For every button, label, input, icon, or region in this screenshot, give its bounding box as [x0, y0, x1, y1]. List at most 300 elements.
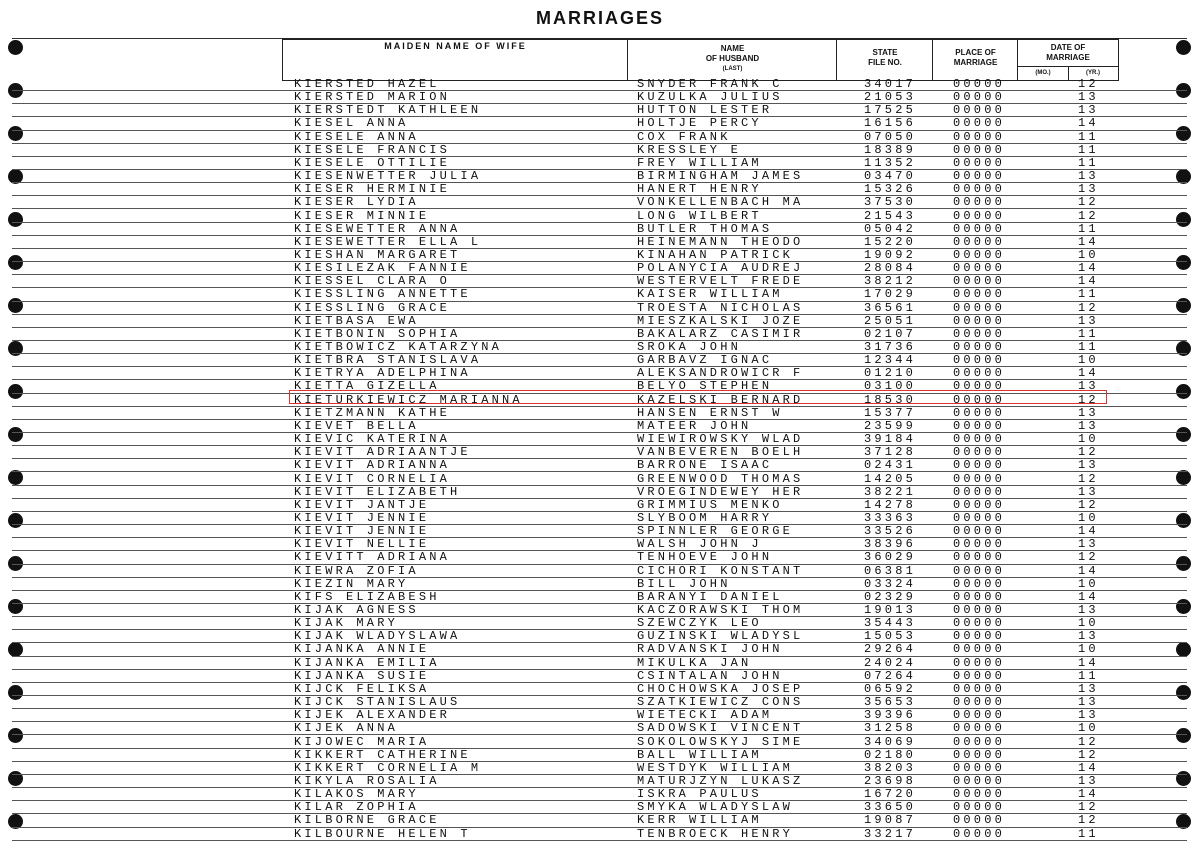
header-husband-line2: OF HUSBAND — [705, 54, 760, 63]
wife-name: KIEZIN MARY — [294, 576, 409, 591]
record-row — [0, 459, 1200, 472]
place-code: 00000 — [953, 274, 1006, 289]
record-row — [0, 236, 1200, 249]
marriage-year: 11 — [1078, 155, 1099, 170]
wife-name: KIESELE OTTILIE — [294, 155, 451, 170]
husband-name: SOKOLOWSKYJ SIME — [637, 734, 804, 749]
marriage-year: 13 — [1078, 90, 1099, 105]
header-husband-line3: (LAST) — [722, 66, 743, 72]
marriage-year: 14 — [1078, 563, 1099, 578]
husband-name: KAISER WILLIAM — [637, 287, 783, 302]
state-file-number: 23698 — [864, 773, 917, 788]
wife-name: KIESER LYDIA — [294, 195, 419, 210]
feed-hole — [1176, 40, 1191, 55]
place-code: 00000 — [953, 300, 1006, 315]
state-file-number: 25051 — [864, 313, 917, 328]
marriage-year: 11 — [1078, 826, 1099, 841]
husband-name: GUZINSKI WLADYSL — [637, 629, 804, 644]
marriage-year: 13 — [1078, 773, 1099, 788]
state-file-number: 38212 — [864, 274, 917, 289]
place-code: 00000 — [953, 234, 1006, 249]
record-row — [0, 117, 1200, 130]
marriage-year: 13 — [1078, 379, 1099, 394]
state-file-number: 02107 — [864, 326, 917, 341]
record-row — [0, 591, 1200, 604]
marriage-year: 11 — [1078, 129, 1099, 144]
state-file-number: 14278 — [864, 497, 917, 512]
state-file-number: 06381 — [864, 563, 917, 578]
husband-name: KUZULKA JULIUS — [637, 90, 783, 105]
husband-name: SZATKIEWICZ CONS — [637, 695, 804, 710]
state-file-number: 33217 — [864, 826, 917, 841]
husband-name: CICHORI KONSTANT — [637, 563, 804, 578]
state-file-number: 29264 — [864, 642, 917, 657]
husband-name: KINAHAN PATRICK — [637, 247, 794, 262]
husband-name: TENBROECK HENRY — [637, 826, 794, 841]
header-date-year: (YR.) — [1086, 70, 1100, 76]
marriage-year: 13 — [1078, 405, 1099, 420]
marriage-year: 12 — [1078, 471, 1099, 486]
husband-name: SPINNLER GEORGE — [637, 524, 794, 539]
record-row — [0, 210, 1200, 223]
place-code: 00000 — [953, 497, 1006, 512]
wife-name: KIERSTED MARION — [294, 90, 451, 105]
wife-name: KIJAK MARY — [294, 616, 399, 631]
wife-name: KILBORNE GRACE — [294, 813, 440, 828]
husband-name: LONG WILBERT — [637, 208, 762, 223]
husband-name: BARRONE ISAAC — [637, 458, 773, 473]
husband-name: WESTERVELT FREDE — [637, 274, 804, 289]
wife-name: KIETBASA EWA — [294, 313, 419, 328]
record-row — [0, 749, 1200, 762]
header-state-line1: STATE — [872, 48, 898, 57]
record-row — [0, 722, 1200, 735]
state-file-number: 07050 — [864, 129, 917, 144]
state-file-number: 23599 — [864, 418, 917, 433]
husband-name: BIRMINGHAM JAMES — [637, 169, 804, 184]
place-code: 00000 — [953, 353, 1006, 368]
wife-name: KIJEK ANNA — [294, 721, 399, 736]
husband-name: SMYKA WLADYSLAW — [637, 800, 794, 815]
state-file-number: 16156 — [864, 116, 917, 131]
place-code: 00000 — [953, 603, 1006, 617]
marriage-year: 12 — [1078, 300, 1099, 315]
record-row — [0, 657, 1200, 670]
wife-name: KIEVITT ADRIANA — [294, 550, 451, 565]
wife-name: KIJEK ALEXANDER — [294, 708, 451, 723]
marriage-year: 13 — [1078, 484, 1099, 499]
place-code: 00000 — [953, 155, 1006, 170]
wife-name: KIJAK WLADYSLAWA — [294, 629, 461, 644]
wife-name: KILAKOS MARY — [294, 787, 419, 802]
marriage-year: 13 — [1078, 629, 1099, 644]
record-row — [0, 709, 1200, 722]
place-code: 00000 — [953, 129, 1006, 144]
column-header-row — [282, 38, 1119, 81]
wife-name: KIJCK FELIKSA — [294, 681, 430, 696]
place-code: 00000 — [953, 681, 1006, 696]
wife-name: KIEVIT NELLIE — [294, 537, 430, 552]
state-file-number: 33363 — [864, 510, 917, 525]
wife-name: KIFS ELIZABESH — [294, 589, 440, 604]
husband-name: HANERT HENRY — [637, 182, 762, 197]
wife-name: KIESER MINNIE — [294, 208, 430, 223]
state-file-number: 02431 — [864, 458, 917, 473]
wife-name: KIJAK AGNESS — [294, 603, 419, 617]
highlighted-record-box — [289, 390, 1107, 404]
wife-name: KILAR ZOPHIA — [294, 800, 419, 815]
marriage-year: 14 — [1078, 274, 1099, 289]
wife-name: KIEVIT ADRIANNA — [294, 458, 451, 473]
state-file-number: 16720 — [864, 787, 917, 802]
wife-name: KIESSLING GRACE — [294, 300, 451, 315]
record-row — [0, 315, 1200, 328]
state-file-number: 17029 — [864, 287, 917, 302]
wife-name: KIEVIT CORNELIA — [294, 471, 451, 486]
record-row — [0, 420, 1200, 433]
state-file-number: 14205 — [864, 471, 917, 486]
record-row — [0, 144, 1200, 157]
header-date — [1017, 40, 1119, 80]
record-row — [0, 196, 1200, 209]
husband-name: ALEKSANDROWICR F — [637, 366, 804, 381]
wife-name: KIJANKA SUSIE — [294, 668, 430, 683]
state-file-number: 21053 — [864, 90, 917, 105]
marriage-year: 12 — [1078, 800, 1099, 815]
wife-name: KIEVIT ELIZABETH — [294, 484, 461, 499]
marriage-year: 14 — [1078, 116, 1099, 131]
marriage-year: 12 — [1078, 550, 1099, 565]
wife-name: KIESER HERMINIE — [294, 182, 451, 197]
marriage-year: 11 — [1078, 340, 1099, 354]
marriage-year: 12 — [1078, 813, 1099, 828]
state-file-number: 37530 — [864, 195, 917, 210]
marriage-year: 14 — [1078, 234, 1099, 249]
record-row — [0, 407, 1200, 420]
record-row — [0, 538, 1200, 551]
state-file-number: 18530 — [864, 392, 917, 407]
marriage-year: 11 — [1078, 287, 1099, 302]
state-file-number: 36561 — [864, 300, 917, 315]
place-code: 00000 — [953, 800, 1006, 815]
marriage-year: 10 — [1078, 510, 1099, 525]
place-code: 00000 — [953, 458, 1006, 473]
record-row — [0, 762, 1200, 775]
husband-name: SADOWSKI VINCENT — [637, 721, 804, 736]
place-code: 00000 — [953, 787, 1006, 802]
state-file-number: 01210 — [864, 366, 917, 381]
record-row — [0, 670, 1200, 683]
place-code: 00000 — [953, 695, 1006, 710]
record-row — [0, 354, 1200, 367]
marriage-year: 13 — [1078, 458, 1099, 473]
state-file-number: 07264 — [864, 668, 917, 683]
place-code: 00000 — [953, 287, 1006, 302]
state-file-number: 39396 — [864, 708, 917, 723]
husband-name: MIKULKA JAN — [637, 655, 752, 670]
wife-name: KIESSEL CLARA O — [294, 274, 451, 289]
place-code: 00000 — [953, 326, 1006, 341]
marriage-year: 10 — [1078, 247, 1099, 262]
place-code: 00000 — [953, 589, 1006, 604]
record-row — [0, 275, 1200, 288]
marriage-year: 10 — [1078, 432, 1099, 447]
place-code: 00000 — [953, 142, 1006, 157]
header-place-line1: PLACE OF — [955, 48, 996, 57]
husband-name: KRESSLEY E — [637, 142, 742, 157]
header-place-line2: MARRIAGE — [953, 58, 998, 67]
state-file-number: 37128 — [864, 445, 917, 460]
record-row — [0, 499, 1200, 512]
header-maiden-label: MAIDEN NAME OF WIFE — [384, 41, 527, 51]
place-code: 00000 — [953, 405, 1006, 420]
place-code: 00000 — [953, 655, 1006, 670]
husband-name: WALSH JOHN J — [637, 537, 762, 552]
place-code: 00000 — [953, 642, 1006, 657]
husband-name: BAKALARZ CASIMIR — [637, 326, 804, 341]
wife-name: KIEWRA ZOFIA — [294, 563, 419, 578]
record-row — [0, 183, 1200, 196]
husband-name: KACZORAWSKI THOM — [637, 603, 804, 617]
state-file-number: 11352 — [864, 155, 917, 170]
state-file-number: 33650 — [864, 800, 917, 815]
place-code: 00000 — [953, 708, 1006, 723]
wife-name: KIJOWEC MARIA — [294, 734, 430, 749]
wife-name: KIETRYA ADELPHINA — [294, 366, 471, 381]
wife-name: KIEVIT JANTJE — [294, 497, 430, 512]
wife-name: KIKKERT CORNELIA M — [294, 760, 482, 775]
husband-name: HEINEMANN THEODO — [637, 234, 804, 249]
header-state-file — [836, 40, 933, 80]
record-row — [0, 617, 1200, 630]
marriage-year: 13 — [1078, 603, 1099, 617]
wife-name: KIESSLING ANNETTE — [294, 287, 471, 302]
wife-name: KIKYLA ROSALIA — [294, 773, 440, 788]
record-row — [0, 104, 1200, 117]
record-row — [0, 683, 1200, 696]
place-code: 00000 — [953, 629, 1006, 644]
record-row — [0, 630, 1200, 643]
husband-name: COX FRANK — [637, 129, 731, 144]
state-file-number: 34069 — [864, 734, 917, 749]
husband-name: HUTTON LESTER — [637, 103, 773, 118]
husband-name: RADVANSKI JOHN — [637, 642, 783, 657]
record-row — [0, 696, 1200, 709]
husband-name: VONKELLENBACH MA — [637, 195, 804, 210]
place-code: 00000 — [953, 760, 1006, 775]
husband-name: WIETECKI ADAM — [637, 708, 773, 723]
marriage-year: 10 — [1078, 642, 1099, 657]
husband-name: SROKA JOHN — [637, 340, 742, 354]
husband-name: TROESTA NICHOLAS — [637, 300, 804, 315]
state-file-number: 15377 — [864, 405, 917, 420]
marriage-year: 13 — [1078, 418, 1099, 433]
place-code: 00000 — [953, 103, 1006, 118]
place-code: 00000 — [953, 484, 1006, 499]
state-file-number: 34017 — [864, 77, 917, 91]
state-file-number: 06592 — [864, 681, 917, 696]
marriage-year: 13 — [1078, 695, 1099, 710]
wife-name: KIERSTEDT KATHLEEN — [294, 103, 482, 118]
record-row — [0, 473, 1200, 486]
state-file-number: 05042 — [864, 221, 917, 236]
husband-name: KERR WILLIAM — [637, 813, 762, 828]
wife-name: KIETBOWICZ KATARZYNA — [294, 340, 503, 354]
husband-name: SNYDER FRANK C — [637, 77, 783, 91]
place-code: 00000 — [953, 261, 1006, 276]
record-row — [0, 328, 1200, 341]
place-code: 00000 — [953, 616, 1006, 631]
wife-name: KIETZMANN KATHE — [294, 405, 451, 420]
wife-name: KIEVET BELLA — [294, 418, 419, 433]
place-code: 00000 — [953, 182, 1006, 197]
record-row — [0, 170, 1200, 183]
record-row — [0, 814, 1200, 827]
state-file-number: 12344 — [864, 353, 917, 368]
place-code: 00000 — [953, 313, 1006, 328]
husband-name: BUTLER THOMAS — [637, 221, 773, 236]
state-file-number: 03100 — [864, 379, 917, 394]
state-file-number: 15053 — [864, 629, 917, 644]
record-row — [0, 512, 1200, 525]
record-row — [0, 525, 1200, 538]
row-rule — [12, 840, 1187, 841]
husband-name: POLANYCIA AUDREJ — [637, 261, 804, 276]
wife-name: KIEVIT ADRIAANTJE — [294, 445, 471, 460]
husband-name: CHOCHOWSKA JOSEP — [637, 681, 804, 696]
marriage-year: 13 — [1078, 103, 1099, 118]
state-file-number: 15326 — [864, 182, 917, 197]
state-file-number: 21543 — [864, 208, 917, 223]
record-row — [0, 565, 1200, 578]
state-file-number: 18389 — [864, 142, 917, 157]
marriage-year: 10 — [1078, 616, 1099, 631]
place-code: 00000 — [953, 169, 1006, 184]
wife-name: KILBOURNE HELEN T — [294, 826, 471, 841]
wife-name: KIESENWETTER JULIA — [294, 169, 482, 184]
husband-name: GREENWOOD THOMAS — [637, 471, 804, 486]
husband-name: VANBEVEREN BOELH — [637, 445, 804, 460]
place-code: 00000 — [953, 510, 1006, 525]
husband-name: BELYO STEPHEN — [637, 379, 773, 394]
marriage-year: 13 — [1078, 537, 1099, 552]
place-code: 00000 — [953, 247, 1006, 262]
state-file-number: 35653 — [864, 695, 917, 710]
place-code: 00000 — [953, 432, 1006, 447]
record-row — [0, 801, 1200, 814]
place-code: 00000 — [953, 734, 1006, 749]
husband-name: FREY WILLIAM — [637, 155, 762, 170]
marriage-year: 11 — [1078, 668, 1099, 683]
husband-name: ISKRA PAULUS — [637, 787, 762, 802]
state-file-number: 38203 — [864, 760, 917, 775]
state-file-number: 17525 — [864, 103, 917, 118]
place-code: 00000 — [953, 537, 1006, 552]
wife-name: KIESILEZAK FANNIE — [294, 261, 471, 276]
record-row — [0, 302, 1200, 315]
state-file-number: 02329 — [864, 589, 917, 604]
record-row — [0, 78, 1200, 91]
header-date-month: (MO.) — [1035, 70, 1051, 76]
page-title: MARRIAGES — [535, 8, 664, 28]
husband-name: CSINTALAN JOHN — [637, 668, 783, 683]
marriage-year: 12 — [1078, 208, 1099, 223]
place-code: 00000 — [953, 826, 1006, 841]
state-file-number: 02180 — [864, 747, 917, 762]
wife-name: KIKKERT CATHERINE — [294, 747, 471, 762]
state-file-number: 38221 — [864, 484, 917, 499]
header-husband-name — [627, 40, 837, 80]
place-code: 00000 — [953, 195, 1006, 210]
husband-name: HANSEN ERNST W — [637, 405, 783, 420]
wife-name: KIETURKIEWICZ MARIANNA — [294, 392, 523, 407]
marriage-year: 13 — [1078, 182, 1099, 197]
wife-name: KIJANKA ANNIE — [294, 642, 430, 657]
marriage-year: 13 — [1078, 708, 1099, 723]
feed-hole — [8, 40, 23, 55]
husband-name: BILL JOHN — [637, 576, 731, 591]
husband-name: TENHOEVE JOHN — [637, 550, 773, 565]
record-row — [0, 828, 1200, 841]
husband-name: VROEGINDEWEY HER — [637, 484, 804, 499]
husband-name: MATEER JOHN — [637, 418, 752, 433]
place-code: 00000 — [953, 563, 1006, 578]
place-code: 00000 — [953, 773, 1006, 788]
marriage-year: 14 — [1078, 760, 1099, 775]
place-code: 00000 — [953, 208, 1006, 223]
header-date-line1: DATE OF — [1050, 43, 1086, 52]
husband-name: GARBAVZ IGNAC — [637, 353, 773, 368]
wife-name: KIEVIT JENNIE — [294, 524, 430, 539]
marriage-year: 14 — [1078, 524, 1099, 539]
wife-name: KIETBRA STANISLAVA — [294, 353, 482, 368]
marriage-year: 12 — [1078, 195, 1099, 210]
record-row — [0, 736, 1200, 749]
marriage-year: 13 — [1078, 169, 1099, 184]
header-maiden-name — [282, 40, 628, 80]
marriage-year: 13 — [1078, 681, 1099, 696]
record-row — [0, 157, 1200, 170]
husband-name: SZEWCZYK LEO — [637, 616, 762, 631]
state-file-number: 19092 — [864, 247, 917, 262]
record-row — [0, 249, 1200, 262]
marriage-year: 12 — [1078, 734, 1099, 749]
marriage-year: 10 — [1078, 576, 1099, 591]
state-file-number: 39184 — [864, 432, 917, 447]
place-code: 00000 — [953, 445, 1006, 460]
husband-name: KAZELSKI BERNARD — [637, 392, 804, 407]
state-file-number: 36029 — [864, 550, 917, 565]
record-row — [0, 131, 1200, 144]
marriage-year: 14 — [1078, 787, 1099, 802]
husband-name: MATURJZYN LUKASZ — [637, 773, 804, 788]
state-file-number: 24024 — [864, 655, 917, 670]
husband-name: MIESZKALSKI JOZE — [637, 313, 804, 328]
place-code: 00000 — [953, 379, 1006, 394]
husband-name: WIEWIROWSKY WLAD — [637, 432, 804, 447]
marriage-year: 11 — [1078, 221, 1099, 236]
wife-name: KIETBONIN SOPHIA — [294, 326, 461, 341]
place-code: 00000 — [953, 340, 1006, 354]
record-row — [0, 578, 1200, 591]
state-file-number: 28084 — [864, 261, 917, 276]
state-file-number: 03470 — [864, 169, 917, 184]
husband-name: BARANYI DANIEL — [637, 589, 783, 604]
place-code: 00000 — [953, 668, 1006, 683]
place-code: 00000 — [953, 747, 1006, 762]
marriage-year: 12 — [1078, 392, 1099, 407]
place-code: 00000 — [953, 721, 1006, 736]
